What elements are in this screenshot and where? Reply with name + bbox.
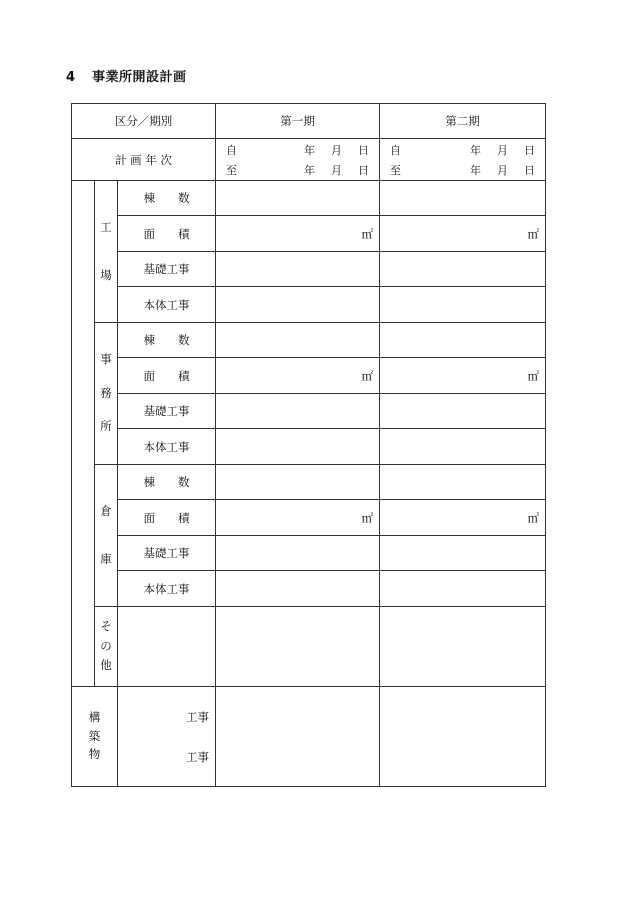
- work-label-2: 工事: [186, 749, 209, 764]
- day-label: 日: [358, 163, 369, 177]
- input-cell[interactable]: [216, 536, 380, 571]
- work-label-1: 工事: [186, 709, 209, 724]
- input-cell[interactable]: [380, 323, 546, 358]
- other-row: [72, 607, 546, 687]
- office-foundation-row: [72, 394, 546, 429]
- input-cell[interactable]: [380, 181, 546, 216]
- year-label: 年: [470, 163, 481, 177]
- input-cell[interactable]: [216, 287, 380, 323]
- group-char: 工: [100, 220, 112, 234]
- group-char: 務: [100, 385, 112, 400]
- factory-count-row: [72, 181, 546, 216]
- group-char: そ: [100, 619, 112, 634]
- warehouse-count-row: [72, 465, 546, 500]
- area-unit: ㎡: [361, 510, 373, 525]
- input-cell[interactable]: [380, 687, 546, 787]
- day-label: 日: [524, 163, 535, 177]
- month-label: 月: [497, 143, 508, 157]
- month-label: 月: [331, 143, 342, 157]
- row-label-area: 面 積: [118, 500, 216, 536]
- input-cell[interactable]: [380, 394, 546, 429]
- input-cell[interactable]: [380, 536, 546, 571]
- row-label-count: 棟 数: [118, 465, 216, 500]
- area-input-cell[interactable]: [216, 358, 380, 394]
- from-label: 自: [390, 143, 401, 157]
- period1-header: 第一期: [216, 104, 380, 139]
- input-cell[interactable]: [216, 607, 380, 687]
- input-cell[interactable]: [380, 287, 546, 323]
- year-label: 年: [470, 143, 481, 157]
- to-label: 至: [226, 163, 237, 177]
- group-char: 所: [100, 419, 112, 434]
- buildings-outer-column: [72, 181, 95, 687]
- row-label-main-body: 本体工事: [118, 429, 216, 465]
- period1-dates[interactable]: [216, 139, 380, 181]
- group-char: 物: [88, 747, 101, 762]
- factory-area-row: [72, 216, 546, 252]
- category-period-header: 区分／期別: [72, 104, 216, 139]
- input-cell[interactable]: [216, 571, 380, 607]
- input-cell[interactable]: [380, 571, 546, 607]
- year-label: 年: [304, 163, 315, 177]
- row-label-foundation: 基礎工事: [118, 536, 216, 571]
- group-structures: [72, 687, 118, 787]
- row-label-count: 棟 数: [118, 323, 216, 358]
- business-site-plan-table: [71, 103, 546, 787]
- month-label: 月: [497, 163, 508, 177]
- to-label: 至: [390, 163, 401, 177]
- office-count-row: [72, 323, 546, 358]
- area-unit: ㎡: [361, 368, 373, 383]
- structures-work-cell[interactable]: [118, 687, 216, 787]
- factory-main-body-row: [72, 287, 546, 323]
- factory-foundation-row: [72, 252, 546, 287]
- input-cell[interactable]: [216, 394, 380, 429]
- area-unit: ㎡: [527, 368, 539, 383]
- office-area-row: [72, 358, 546, 394]
- input-cell[interactable]: [216, 323, 380, 358]
- group-char: 構: [88, 710, 101, 725]
- period2-dates[interactable]: [380, 139, 546, 181]
- row-label-area: 面 積: [118, 216, 216, 252]
- row-label-count: 棟 数: [118, 181, 216, 216]
- group-char: 庫: [100, 551, 112, 566]
- input-cell[interactable]: [380, 465, 546, 500]
- year-label: 年: [304, 143, 315, 157]
- group-char: の: [100, 638, 112, 653]
- group-office: [95, 323, 118, 465]
- day-label: 日: [524, 143, 535, 157]
- group-warehouse: [95, 465, 118, 607]
- plan-year-row: [72, 139, 546, 181]
- group-char: 事: [100, 352, 112, 367]
- row-label-area: 面 積: [118, 358, 216, 394]
- input-cell[interactable]: [380, 429, 546, 465]
- row-label-foundation: 基礎工事: [118, 394, 216, 429]
- period2-header: 第二期: [380, 104, 546, 139]
- group-other: [95, 607, 118, 687]
- warehouse-main-body-row: [72, 571, 546, 607]
- office-main-body-row: [72, 429, 546, 465]
- month-label: 月: [331, 163, 342, 177]
- area-input-cell[interactable]: [380, 500, 546, 536]
- day-label: 日: [358, 143, 369, 157]
- section-number: 4: [66, 70, 76, 85]
- group-factory: [95, 181, 118, 323]
- area-input-cell[interactable]: [380, 216, 546, 252]
- input-cell[interactable]: [216, 687, 380, 787]
- input-cell[interactable]: [380, 607, 546, 687]
- group-char: 倉: [100, 504, 112, 518]
- input-cell[interactable]: [216, 465, 380, 500]
- section-title: 事業所開設計画: [92, 70, 187, 85]
- area-input-cell[interactable]: [216, 216, 380, 252]
- area-input-cell[interactable]: [380, 358, 546, 394]
- area-input-cell[interactable]: [216, 500, 380, 536]
- input-cell[interactable]: [118, 607, 216, 687]
- input-cell[interactable]: [380, 252, 546, 287]
- input-cell[interactable]: [216, 181, 380, 216]
- plan-year-label: 計 画 年 次: [72, 139, 216, 181]
- group-char: 築: [88, 728, 101, 743]
- section-heading: [66, 66, 187, 85]
- row-label-foundation: 基礎工事: [118, 252, 216, 287]
- input-cell[interactable]: [216, 252, 380, 287]
- area-unit: ㎡: [361, 226, 373, 241]
- row-label-main-body: 本体工事: [118, 287, 216, 323]
- input-cell[interactable]: [216, 429, 380, 465]
- header-row: [72, 104, 546, 139]
- group-char: 他: [100, 658, 112, 673]
- warehouse-area-row: [72, 500, 546, 536]
- area-unit: ㎡: [527, 510, 539, 525]
- row-label-main-body: 本体工事: [118, 571, 216, 607]
- structures-row: [72, 687, 546, 787]
- warehouse-foundation-row: [72, 536, 546, 571]
- group-char: 場: [100, 267, 112, 282]
- from-label: 自: [226, 143, 237, 157]
- area-unit: ㎡: [527, 226, 539, 241]
